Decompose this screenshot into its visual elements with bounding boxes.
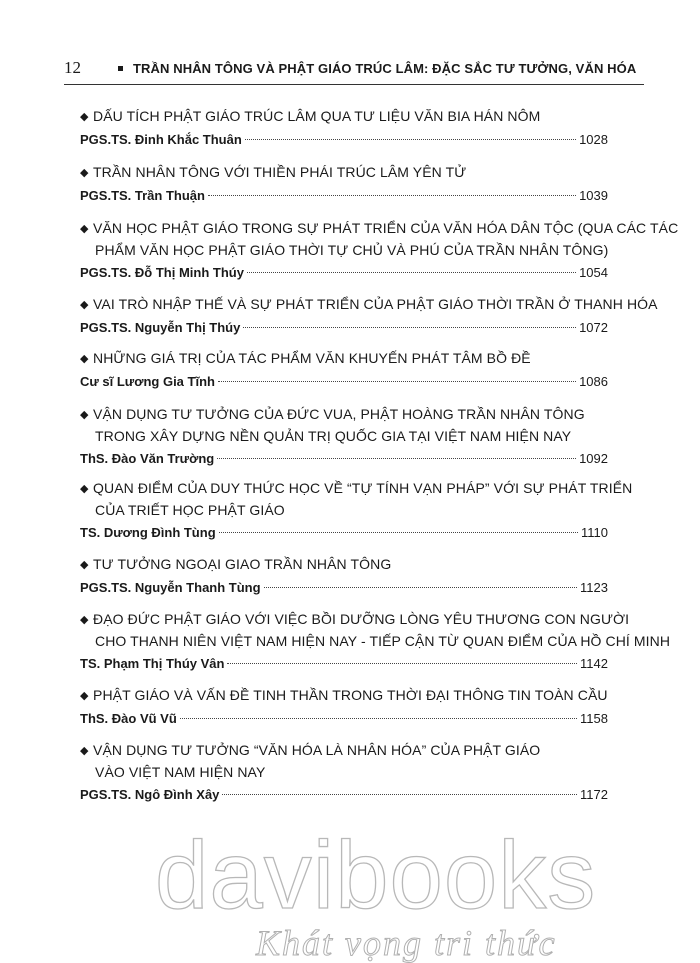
running-header — [64, 55, 644, 81]
entry-page: 1158 — [580, 711, 608, 726]
entry-title: ◆ DẤU TÍCH PHẬT GIÁO TRÚC LÂM QUA TƯ LIỆU VĂN BIA HÁN NÔM — [80, 106, 608, 128]
entry-page: 1123 — [580, 580, 608, 595]
entry-page: 1072 — [579, 320, 608, 335]
page-number: 12 — [64, 58, 81, 77]
entry-author-line — [80, 318, 608, 338]
entry-page: 1086 — [579, 374, 608, 389]
toc-entry[interactable] — [80, 609, 671, 674]
entry-title-continued: CHO THANH NIÊN VIỆT NAM HIỆN NAY - TIẾP CẬN TỪ QUAN ĐIỂM CỦA HỒ CHÍ MINH — [95, 633, 671, 649]
entry-author-line — [80, 186, 608, 206]
dot-leader — [222, 794, 577, 795]
entry-page: 1142 — [580, 656, 608, 671]
entry-author-line — [80, 654, 608, 674]
entry-title: ◆ VẬN DỤNG TƯ TƯỞNG CỦA ĐỨC VUA, PHẬT HOÀNG TRẦN NHÂN TÔNG — [80, 404, 608, 426]
dot-leader — [264, 587, 577, 588]
entry-title: ◆ VẬN DỤNG TƯ TƯỞNG “VĂN HÓA LÀ NHÂN HÓA” CỦA PHẬT GIÁO — [80, 740, 608, 762]
entry-author: ThS. Đào Văn Trường — [80, 451, 215, 466]
entry-author: PGS.TS. Đinh Khắc Thuân — [80, 132, 242, 147]
entry-author-line — [80, 130, 608, 150]
dot-leader — [217, 458, 576, 459]
entry-title: ◆ VAI TRÒ NHẬP THẾ VÀ SỰ PHÁT TRIỂN CỦA PHẬT GIÁO THỜI TRẦN Ở THANH HÓA — [80, 294, 608, 316]
entry-author: TS. Dương Đình Tùng — [80, 525, 216, 540]
toc-entry[interactable] — [80, 554, 608, 598]
entry-title: ◆ TƯ TƯỞNG NGOẠI GIAO TRẦN NHÂN TÔNG — [80, 554, 608, 576]
dot-leader — [247, 272, 576, 273]
entry-author: PGS.TS. Ngô Đình Xây — [80, 787, 220, 802]
dot-leader — [245, 139, 576, 140]
diamond-bullet-icon: ◆ — [80, 409, 89, 421]
diamond-bullet-icon: ◆ — [80, 111, 89, 123]
entry-page: 1172 — [580, 787, 608, 802]
watermark-slogan: Khát vọng tri thức — [256, 923, 557, 963]
watermark-brand: davibooks — [155, 822, 597, 929]
toc-entry[interactable] — [80, 162, 608, 206]
entry-author-line — [80, 449, 608, 469]
entry-title: ◆ QUAN ĐIỂM CỦA DUY THỨC HỌC VỀ “TỰ TÍNH VẠN PHÁP” VỚI SỰ PHÁT TRIỂN — [80, 478, 608, 500]
entry-title: ◆ PHẬT GIÁO VÀ VẤN ĐỀ TINH THẦN TRONG THỜI ĐẠI THÔNG TIN TOÀN CẦU — [80, 685, 608, 707]
dot-leader — [180, 718, 577, 719]
entry-author: PGS.TS. Nguyễn Thanh Tùng — [80, 580, 261, 595]
diamond-bullet-icon: ◆ — [80, 223, 89, 235]
entry-page: 1054 — [579, 265, 608, 280]
entry-title-continued: TRONG XÂY DỰNG NỀN QUẢN TRỊ QUỐC GIA TẠI VIỆT NAM HIỆN NAY — [95, 428, 572, 444]
entry-author-line — [80, 263, 608, 283]
diamond-bullet-icon: ◆ — [80, 483, 89, 495]
entry-title-continued: CỦA TRIẾT HỌC PHẬT GIÁO — [95, 502, 285, 518]
toc-entry[interactable] — [80, 294, 658, 338]
toc-entry[interactable] — [80, 106, 608, 150]
entry-page: 1092 — [579, 451, 608, 466]
entry-author-line — [80, 578, 608, 598]
entry-title: ◆ ĐẠO ĐỨC PHẬT GIÁO VỚI VIỆC BỒI DƯỠNG LÒNG YÊU THƯƠNG CON NGƯỜI — [80, 609, 608, 631]
entry-title: ◆ TRẦN NHÂN TÔNG VỚI THIỀN PHÁI TRÚC LÂM YÊN TỬ — [80, 162, 608, 184]
entry-author: PGS.TS. Trần Thuận — [80, 188, 205, 203]
diamond-bullet-icon: ◆ — [80, 745, 89, 757]
entry-page: 1028 — [579, 132, 608, 147]
entry-author: PGS.TS. Nguyễn Thị Thúy — [80, 320, 241, 335]
book-title: TRẦN NHÂN TÔNG VÀ PHẬT GIÁO TRÚC LÂM: ĐẶC SẮC TƯ TƯỞNG, VĂN HÓA — [133, 60, 637, 76]
dot-leader — [208, 195, 576, 196]
entry-title: ◆ VĂN HỌC PHẬT GIÁO TRONG SỰ PHÁT TRIỂN CỦA VĂN HÓA DÂN TỘC (QUA CÁC TÁC — [80, 218, 608, 240]
header-divider — [64, 84, 644, 85]
entry-author-line — [80, 785, 608, 805]
toc-entry[interactable] — [80, 740, 608, 805]
diamond-bullet-icon: ◆ — [80, 614, 89, 626]
entry-author: PGS.TS. Đỗ Thị Minh Thúy — [80, 265, 244, 280]
entry-author: TS. Phạm Thị Thúy Vân — [80, 656, 225, 671]
header-bullet-icon — [118, 66, 123, 71]
diamond-bullet-icon: ◆ — [80, 690, 89, 702]
entry-author-line — [80, 523, 608, 543]
toc-entry[interactable] — [80, 404, 608, 469]
entry-title: ◆ NHỮNG GIÁ TRỊ CỦA TÁC PHẨM VĂN KHUYẾN PHÁT TÂM BỒ ĐỀ — [80, 348, 608, 370]
toc-entry[interactable] — [80, 478, 633, 543]
diamond-bullet-icon: ◆ — [80, 353, 89, 365]
entry-author: ThS. Đào Vũ Vũ — [80, 711, 177, 726]
entry-title-continued: VÀO VIỆT NAM HIỆN NAY — [95, 764, 266, 780]
toc-entry[interactable] — [80, 685, 608, 729]
diamond-bullet-icon: ◆ — [80, 167, 89, 179]
entry-title-continued: PHẨM VĂN HỌC PHẬT GIÁO THỜI TỰ CHỦ VÀ PHÚ CỦA TRẦN NHÂN TÔNG) — [95, 242, 609, 258]
entry-author: Cư sĩ Lương Gia Tĩnh — [80, 374, 215, 389]
entry-page: 1039 — [579, 188, 608, 203]
dot-leader — [227, 663, 577, 664]
diamond-bullet-icon: ◆ — [80, 559, 89, 571]
diamond-bullet-icon: ◆ — [80, 299, 89, 311]
dot-leader — [243, 327, 576, 328]
toc-entry[interactable] — [80, 218, 679, 283]
dot-leader — [219, 532, 578, 533]
entry-author-line — [80, 709, 608, 729]
entry-page: 1110 — [581, 525, 608, 540]
entry-author-line — [80, 372, 608, 392]
dot-leader — [218, 381, 576, 382]
toc-entry[interactable] — [80, 348, 608, 392]
